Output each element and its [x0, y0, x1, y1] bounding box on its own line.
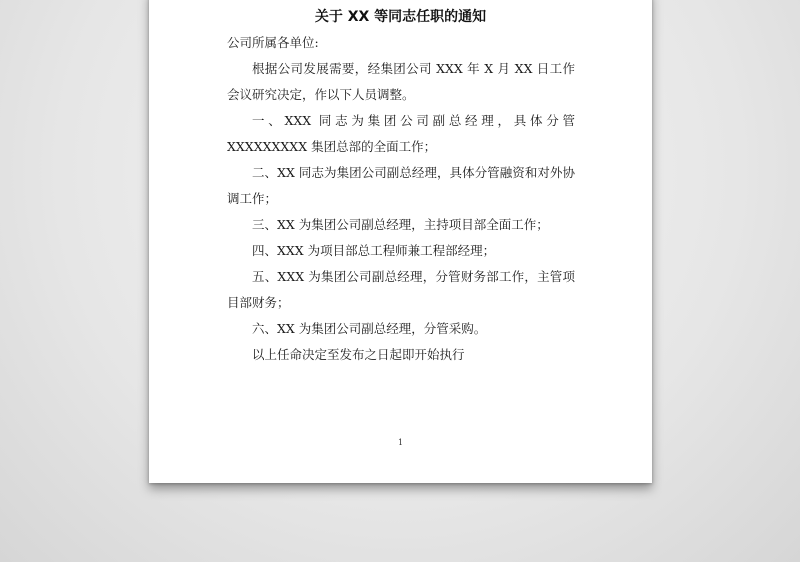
page-number: 1 — [397, 438, 404, 447]
paragraph-closing: 以上任命决定至发布之日起即开始执行 — [252, 347, 465, 362]
salutation: 公司所属各单位: — [227, 35, 319, 50]
paragraph-item-6: 六、XX 为集团公司副总经理，分管采购。 — [252, 321, 487, 336]
document-title: 关于 XX 等同志任职的通知 — [314, 9, 487, 25]
document-page — [149, 0, 652, 483]
paragraph-item-5: 五、XXX 为集团公司副总经理，分管财务部工作，主管项目部财务； — [227, 269, 575, 310]
paragraph-item-1: 一、XXX 同志为集团公司副总经理，具体分管 XXXXXXXXX 集团总部的全面工作； — [227, 113, 575, 154]
paragraph-item-2: 二、XX 同志为集团公司副总经理，具体分管融资和对外协调工作； — [227, 165, 575, 206]
paragraph-item-4: 四、XXX 为项目部总工程师兼工程部经理； — [252, 243, 496, 258]
document-body — [227, 30, 575, 368]
paragraph-item-3: 三、XX 为集团公司副总经理，主持项目部全面工作； — [252, 217, 549, 232]
paragraph-intro: 根据公司发展需要，经集团公司 XXX 年 X 月 XX 日工作会议研究决定，作以下人员调整。 — [227, 61, 575, 102]
